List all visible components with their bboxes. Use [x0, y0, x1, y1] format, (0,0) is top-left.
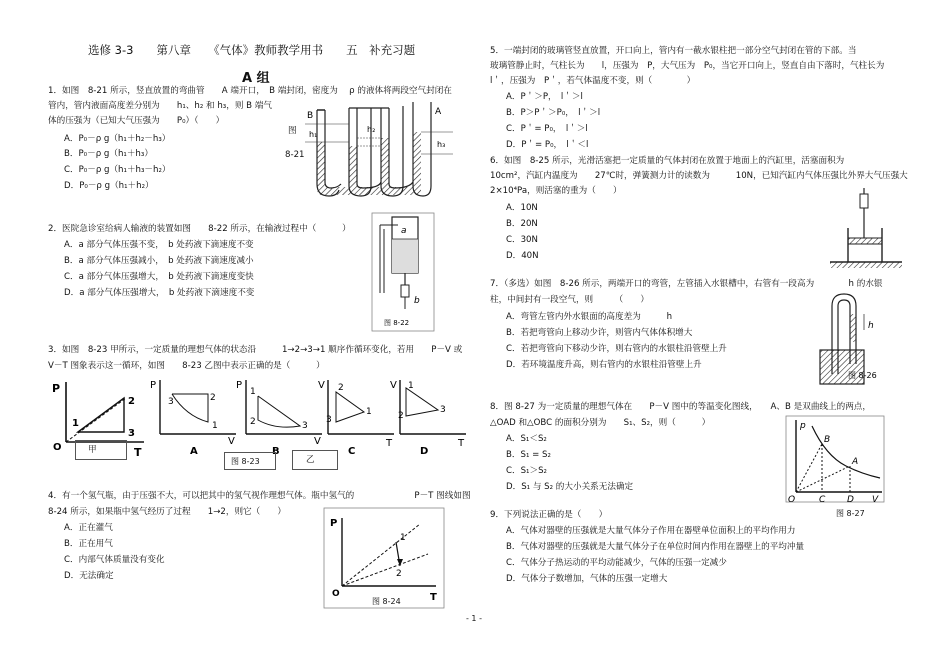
q2-option-d: D．a 部分气体压强增大， b 处药液下滴速度不变 [64, 288, 255, 298]
svg-text:3: 3 [440, 405, 446, 415]
fig-8-22-a-label: a [401, 226, 407, 236]
fig-8-24-pt-graph [324, 508, 444, 610]
q7-option-c: C．若把弯管向下移动少许，则右管内的水银柱沿管壁上升 [506, 344, 727, 354]
q5-option-c: C．P＇= P₀， l＇＞l [506, 124, 588, 134]
fig-8-23-option-c-graph [318, 378, 398, 458]
q7-option-d: D．若环境温度升高，则右管内的水银柱沿管壁上升 [506, 360, 702, 370]
svg-text:O: O [332, 589, 340, 599]
svg-text:A: A [190, 446, 198, 457]
fig-8-23-option-b-graph [236, 378, 326, 458]
svg-text:P: P [52, 382, 61, 395]
svg-text:2: 2 [338, 383, 344, 393]
svg-text:1: 1 [400, 533, 406, 543]
q6-option-c: C．30N [506, 235, 538, 245]
q1-stem-line3: 体的压强为（已知大气压强为 P₀）（ ） [48, 116, 225, 126]
svg-text:P: P [150, 380, 157, 391]
q1-option-a: A．P₀－ρ g（h₁＋h₂－h₃） [64, 134, 171, 144]
q9-stem: 9．下列说法正确的是（ ） [490, 510, 608, 520]
q2-option-b: B．a 部分气体压强减小， b 处药液下滴速度减小 [64, 256, 254, 266]
svg-text:P: P [236, 380, 243, 391]
svg-text:1: 1 [250, 387, 256, 397]
fig-8-22-caption: 图 8-22 [384, 319, 410, 327]
q4-stem-line2: 8-24 所示，如果瓶中氢气经历了过程 1→2，则它（ ） [48, 507, 287, 517]
svg-text:O: O [53, 442, 62, 453]
q5-stem-line1: 5．一端封闭的玻璃管竖直放置，开口向上，管内有一截水银柱把一部分空气封闭在管的下部。当 [490, 46, 857, 56]
q2-option-a: A．a 部分气体压强不变， b 处药液下滴速度不变 [64, 240, 254, 250]
fig-8-21-b-label: B [307, 111, 314, 121]
fig-8-21-h3-label: h₃ [437, 140, 446, 149]
fig-8-21-a-label: A [435, 107, 442, 117]
q5-option-a: A．P＇＞P， l＇＞l [506, 92, 583, 102]
q6-stem-line1: 6．如图 8-25 所示，光滑活塞把一定质量的气体封闭在放置于地面上的汽缸里，活塞面积为 [490, 156, 845, 166]
fig-8-24-caption: 图 8-24 [372, 597, 401, 606]
svg-text:2: 2 [128, 396, 135, 407]
q1-stem-line1: 1．如图 8-21 所示，竖直放置的弯曲管 A 端开口， B 端封闭，密度为 ρ 的液体将两段空气封闭在 [48, 86, 452, 96]
fig-8-25-cylinder-diagram [826, 188, 906, 270]
section-heading: A 组 [242, 71, 270, 86]
q1-option-b: B．P₀－ρ g（h₁＋h₃） [64, 149, 153, 159]
fig-8-23-option-a-graph [150, 378, 243, 458]
q4-option-b: B．正在用气 [64, 539, 113, 549]
q3-stem-line2: V－T 图象表示这一循环，如图 8-23 乙图中表示正确的是（ ） [48, 361, 325, 371]
q6-option-b: B．20N [506, 219, 538, 229]
svg-text:T: T [430, 592, 437, 603]
svg-text:3: 3 [168, 397, 174, 407]
fig-8-23-jia-label: 甲 [88, 445, 97, 455]
svg-text:V: V [872, 495, 879, 505]
q5-stem-line2: 玻璃管静止时，气柱长为 l，压强为 P，大气压为 P₀，当它开口向上，竖直自由下落时，气柱长为 [490, 61, 885, 71]
svg-text:V: V [228, 436, 235, 447]
q7-stem-line1: 7．（多选）如图 8-26 所示，两端开口的弯管，左管插入水银槽中，右管有一段高为 h 的水银 [490, 279, 883, 289]
q1-option-c: C．P₀－ρ g（h₁＋h₃－h₂） [64, 165, 171, 175]
svg-text:V: V [318, 380, 325, 391]
fig-8-21-h2-label: h₂ [367, 125, 376, 134]
q7-option-a: A．弯管左管内外水银面的高度差为 h [506, 312, 673, 322]
fig-8-26-bent-tube-diagram [816, 294, 904, 394]
q2-option-c: C．a 部分气体压强增大， b 处药液下滴速度变快 [64, 272, 254, 282]
fig-8-23-yi-label: 乙 [306, 455, 315, 465]
svg-text:P: P [330, 518, 338, 529]
svg-text:1: 1 [408, 381, 414, 391]
fig-8-26-caption: 图 8-26 [848, 371, 877, 380]
fig-8-23-caption: 图 8-23 [231, 457, 260, 466]
svg-text:T: T [458, 438, 465, 449]
svg-text:T: T [134, 446, 142, 459]
q8-option-d: D．S₁ 与 S₂ 的大小关系无法确定 [506, 482, 634, 492]
page-number: - 1 - [466, 614, 482, 623]
q1-stem-line2: 管内，管内液面高度差分别为 h₁、h₂ 和 h₃，则 B 端气 [48, 101, 272, 111]
fig-8-27-isotherm-pv-graph [786, 416, 884, 504]
q4-option-c: C．内部气体质量没有变化 [64, 555, 165, 565]
svg-text:3: 3 [326, 415, 332, 425]
svg-text:2: 2 [396, 569, 402, 579]
page-title: 选修 3-3 第八章 《气体》教师教学用书 五 补充习题 [88, 43, 416, 57]
fig-8-23-jia-box [75, 440, 127, 460]
svg-text:2: 2 [250, 417, 256, 427]
q7-option-b: B．若把弯管向上移动少许，则管内气体体积增大 [506, 328, 693, 338]
q3-stem-line1: 3．如图 8-23 甲所示，一定质量的理想气体的状态沿 1→2→3→1 顺序作循环变化，若用 P－V 或 [48, 345, 463, 355]
q8-option-a: A．S₁＜S₂ [506, 434, 547, 444]
fig-8-23-yi-box [292, 450, 338, 470]
fig-8-22-b-label: b [414, 296, 420, 306]
svg-text:1: 1 [212, 421, 218, 431]
fig-8-22-iv-drip-diagram [372, 213, 434, 331]
svg-text:1: 1 [366, 407, 372, 417]
svg-text:h: h [868, 321, 874, 331]
q9-option-b: B．气体对器壁的压强就是大量气体分子在单位时间内作用在器壁上的平均冲量 [506, 542, 805, 552]
q6-stem-line2: 10cm²，汽缸内温度为 27℃时，弹簧测力计的读数为 10N，已知汽缸内气体压强比外界大气压强大 [490, 171, 908, 181]
svg-text:V: V [390, 380, 397, 391]
q9-option-c: C．气体分子热运动的平均动能减少，气体的压强一定减少 [506, 558, 727, 568]
fig-8-27-caption: 图 8-27 [836, 509, 865, 518]
svg-text:3: 3 [128, 428, 135, 439]
q2-stem: 2．医院急诊室给病人输液的装置如图 8-22 所示，在输液过程中（ ） [48, 224, 351, 234]
q8-option-b: B．S₁ = S₂ [506, 450, 551, 460]
fig-8-21-label-b: 8-21 [285, 150, 305, 160]
fig-8-21-label-a: 图 [288, 126, 297, 136]
q6-option-a: A．10N [506, 203, 538, 213]
svg-text:T: T [386, 438, 393, 449]
q8-stem-line2: △OAD 和△OBC 的面积分别为 S₁、S₂，则（ ） [490, 418, 711, 428]
q7-stem-line2: 柱，中间封有一段空气，则 （ ） [490, 295, 649, 305]
q4-stem-line1: 4．有一个氢气瓶，由于压强不大，可以把其中的氢气视作理想气体。瓶中氢气的 P－T 图线如图 [48, 491, 471, 501]
q9-option-d: D．气体分子数增加，气体的压强一定增大 [506, 574, 668, 584]
svg-text:B: B [272, 446, 280, 457]
svg-text:C: C [819, 495, 826, 505]
svg-text:2: 2 [210, 393, 216, 403]
q4-option-a: A．正在灌气 [64, 523, 113, 533]
svg-text:C: C [348, 446, 356, 457]
q1-option-d: D．P₀－ρ g（h₁＋h₂） [64, 181, 154, 191]
svg-text:2: 2 [398, 411, 404, 421]
svg-text:O: O [788, 495, 796, 505]
q6-stem-line3: 2×10⁴Pa，则活塞的重为（ ） [490, 186, 622, 196]
q9-option-a: A．气体对器壁的压强就是大量气体分子作用在器壁单位面积上的平均作用力 [506, 526, 796, 536]
svg-text:A: A [852, 457, 859, 467]
fig-8-21-h1-label: h₁ [309, 130, 318, 139]
svg-text:D: D [420, 446, 429, 457]
q5-stem-line3: l＇，压强为 P＇，若气体温度不变，则（ ） [490, 76, 696, 86]
q4-option-d: D．无法确定 [64, 571, 114, 581]
svg-text:D: D [847, 495, 854, 505]
svg-text:B: B [824, 435, 831, 445]
svg-text:V: V [314, 436, 321, 447]
svg-text:3: 3 [302, 421, 308, 431]
fig-8-23-option-d-graph [390, 378, 470, 458]
q8-stem-line1: 8．图 8-27 为一定质量的理想气体在 P－V 图中的等温变化图线， A、B 是双曲线上的两点， [490, 402, 871, 412]
q5-option-d: D．P＇= P₀， l＇＜l [506, 140, 589, 150]
q5-option-b: B．P＞P＇＞P₀， l＇＞l [506, 108, 601, 118]
svg-text:1: 1 [72, 418, 79, 429]
svg-text:p: p [800, 421, 806, 431]
q8-option-c: C．S₁＞S₂ [506, 466, 547, 476]
q6-option-d: D．40N [506, 251, 539, 261]
fig-8-21-u-tube-diagram [305, 102, 453, 197]
